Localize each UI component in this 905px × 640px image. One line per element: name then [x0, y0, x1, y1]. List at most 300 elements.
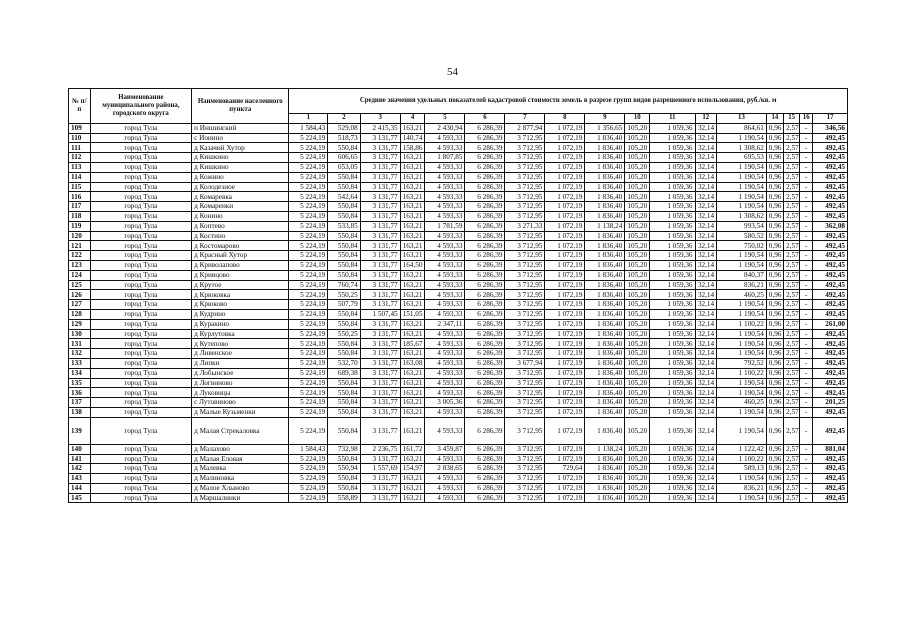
value-cell-col-1: 5 224,19 — [289, 270, 328, 280]
value-cell-col-13: 1 190,54 — [717, 309, 767, 319]
value-cell-col-16: - — [800, 378, 813, 388]
value-cell-col-6: 6 286,39 — [465, 300, 505, 310]
value-cell-col-7: 2 877,94 — [505, 123, 545, 133]
cadastral-value-table — [68, 88, 848, 503]
value-cell-col-7: 3 712,95 — [505, 280, 545, 290]
table-row — [69, 260, 848, 270]
value-cell-col-2: 550,84 — [328, 270, 360, 280]
value-cell-col-8: 1 072,19 — [545, 231, 585, 241]
value-cell-col-17: 492,45 — [813, 153, 848, 163]
district-name: город Тула — [90, 172, 192, 182]
value-cell-col-11: 1 059,36 — [650, 464, 695, 474]
value-cell-col-14: 0,96 — [766, 483, 783, 493]
district-name: город Тула — [90, 378, 192, 388]
value-cell-col-16: - — [800, 388, 813, 398]
value-cell-col-8: 1 072,19 — [545, 378, 585, 388]
value-cell-col-11: 1 059,36 — [650, 260, 695, 270]
value-cell-col-10: 105,20 — [625, 123, 650, 133]
locality-name: д Казачий Хутор — [192, 143, 289, 153]
value-cell-col-17: 881,04 — [813, 444, 848, 454]
value-cell-col-12: 32,14 — [695, 454, 717, 464]
value-cell-col-10: 105,20 — [625, 329, 650, 339]
district-name: город Тула — [90, 329, 192, 339]
value-cell-col-13: 1 190,54 — [717, 407, 767, 417]
value-cell-col-9: 1 836,40 — [585, 172, 625, 182]
value-cell-col-2: 550,84 — [328, 388, 360, 398]
value-cell-col-7: 3 712,95 — [505, 398, 545, 408]
value-cell-col-6: 6 286,39 — [465, 211, 505, 221]
value-cell-col-17: 492,45 — [813, 339, 848, 349]
value-cell-col-9: 1 836,40 — [585, 368, 625, 378]
value-cell-col-3: 2 236,75 — [360, 444, 400, 454]
value-cell-col-3: 3 131,77 — [360, 378, 400, 388]
column-number-9: 9 — [585, 114, 625, 124]
value-cell-col-9: 1 836,40 — [585, 407, 625, 417]
value-cell-col-16: - — [800, 211, 813, 221]
value-cell-col-17: 492,45 — [813, 280, 848, 290]
value-cell-col-4: 163,21 — [400, 153, 425, 163]
value-cell-col-9: 1 836,40 — [585, 211, 625, 221]
value-cell-col-9: 1 836,40 — [585, 474, 625, 484]
value-cell-col-10: 105,20 — [625, 319, 650, 329]
value-cell-col-6: 6 286,39 — [465, 407, 505, 417]
value-cell-col-14: 0,96 — [766, 329, 783, 339]
value-cell-col-6: 6 286,39 — [465, 123, 505, 133]
value-cell-col-1: 5 224,19 — [289, 349, 328, 359]
value-cell-col-2: 550,84 — [328, 417, 360, 444]
value-cell-col-7: 3 712,95 — [505, 309, 545, 319]
value-cell-col-15: 2,57 — [784, 182, 800, 192]
value-cell-col-9: 1 836,40 — [585, 358, 625, 368]
value-cell-col-3: 3 131,77 — [360, 349, 400, 359]
value-cell-col-14: 0,96 — [766, 182, 783, 192]
value-cell-col-16: - — [800, 483, 813, 493]
value-cell-col-8: 1 072,19 — [545, 493, 585, 503]
value-cell-col-7: 3 712,95 — [505, 202, 545, 212]
district-name: город Тула — [90, 358, 192, 368]
value-cell-col-11: 1 059,36 — [650, 251, 695, 261]
locality-name: д Коптево — [192, 221, 289, 231]
column-number-15: 15 — [784, 114, 800, 124]
value-cell-col-6: 6 286,39 — [465, 339, 505, 349]
district-name: город Тула — [90, 388, 192, 398]
value-cell-col-13: 1 190,54 — [717, 339, 767, 349]
header-locality: Наименование населенного пункта — [192, 89, 289, 124]
value-cell-col-7: 3 712,95 — [505, 211, 545, 221]
value-cell-col-4: 163,21 — [400, 368, 425, 378]
value-cell-col-13: 836,21 — [717, 483, 767, 493]
value-cell-col-11: 1 059,36 — [650, 280, 695, 290]
value-cell-col-4: 163,21 — [400, 270, 425, 280]
value-cell-col-8: 1 072,19 — [545, 309, 585, 319]
value-cell-col-16: - — [800, 251, 813, 261]
value-cell-col-15: 2,57 — [784, 211, 800, 221]
value-cell-col-14: 0,96 — [766, 231, 783, 241]
value-cell-col-7: 3 712,95 — [505, 251, 545, 261]
value-cell-col-15: 2,57 — [784, 358, 800, 368]
value-cell-col-10: 105,20 — [625, 368, 650, 378]
value-cell-col-11: 1 059,36 — [650, 143, 695, 153]
district-name: город Тула — [90, 231, 192, 241]
district-name: город Тула — [90, 368, 192, 378]
value-cell-col-15: 2,57 — [784, 378, 800, 388]
value-cell-col-9: 1 836,40 — [585, 143, 625, 153]
value-cell-col-13: 1 190,54 — [717, 388, 767, 398]
value-cell-col-8: 1 072,19 — [545, 407, 585, 417]
value-cell-col-9: 1 836,40 — [585, 388, 625, 398]
value-cell-col-2: 550,84 — [328, 339, 360, 349]
value-cell-col-4: 164,50 — [400, 260, 425, 270]
value-cell-col-8: 1 072,19 — [545, 417, 585, 444]
table-row — [69, 221, 848, 231]
value-cell-col-2: 689,38 — [328, 368, 360, 378]
row-number: 121 — [69, 241, 91, 251]
district-name: город Тула — [90, 339, 192, 349]
value-cell-col-11: 1 059,36 — [650, 319, 695, 329]
column-number-10: 10 — [625, 114, 650, 124]
value-cell-col-15: 2,57 — [784, 280, 800, 290]
value-cell-col-12: 32,14 — [695, 202, 717, 212]
locality-name: д Ливенское — [192, 349, 289, 359]
value-cell-col-5: 4 593,33 — [425, 368, 465, 378]
row-number: 112 — [69, 153, 91, 163]
value-cell-col-14: 0,96 — [766, 143, 783, 153]
district-name: город Тула — [90, 398, 192, 408]
locality-name: с Лутовиново — [192, 398, 289, 408]
value-cell-col-6: 6 286,39 — [465, 270, 505, 280]
value-cell-col-14: 0,96 — [766, 260, 783, 270]
value-cell-col-7: 3 712,95 — [505, 319, 545, 329]
value-cell-col-11: 1 059,36 — [650, 300, 695, 310]
locality-name: с Ионино — [192, 133, 289, 143]
row-number: 124 — [69, 270, 91, 280]
value-cell-col-9: 1 836,40 — [585, 464, 625, 474]
column-number-1: 1 — [289, 114, 328, 124]
value-cell-col-15: 2,57 — [784, 300, 800, 310]
value-cell-col-17: 492,45 — [813, 290, 848, 300]
value-cell-col-9: 1 836,40 — [585, 182, 625, 192]
table-row — [69, 368, 848, 378]
district-name: город Тула — [90, 260, 192, 270]
value-cell-col-9: 1 836,40 — [585, 483, 625, 493]
value-cell-col-5: 4 593,33 — [425, 251, 465, 261]
value-cell-col-6: 6 286,39 — [465, 280, 505, 290]
table-row — [69, 329, 848, 339]
value-cell-col-13: 1 308,62 — [717, 211, 767, 221]
value-cell-col-1: 5 224,19 — [289, 388, 328, 398]
value-cell-col-15: 2,57 — [784, 260, 800, 270]
value-cell-col-17: 492,45 — [813, 133, 848, 143]
value-cell-col-11: 1 059,36 — [650, 349, 695, 359]
table-row — [69, 444, 848, 454]
value-cell-col-1: 5 224,19 — [289, 241, 328, 251]
value-cell-col-16: - — [800, 309, 813, 319]
value-cell-col-5: 3 005,36 — [425, 398, 465, 408]
row-number: 111 — [69, 143, 91, 153]
district-name: город Тула — [90, 464, 192, 474]
value-cell-col-8: 1 072,19 — [545, 251, 585, 261]
value-cell-col-6: 6 286,39 — [465, 192, 505, 202]
value-cell-col-2: 550,25 — [328, 290, 360, 300]
value-cell-col-11: 1 059,36 — [650, 368, 695, 378]
table-row — [69, 319, 848, 329]
column-number-2: 2 — [328, 114, 360, 124]
value-cell-col-13: 589,13 — [717, 464, 767, 474]
value-cell-col-7: 3 712,95 — [505, 417, 545, 444]
value-cell-col-3: 3 131,77 — [360, 143, 400, 153]
value-cell-col-13: 750,02 — [717, 241, 767, 251]
value-cell-col-15: 2,57 — [784, 192, 800, 202]
value-cell-col-9: 1 836,40 — [585, 454, 625, 464]
value-cell-col-17: 492,45 — [813, 270, 848, 280]
table-row — [69, 349, 848, 359]
value-cell-col-3: 3 131,77 — [360, 260, 400, 270]
value-cell-col-17: 492,45 — [813, 483, 848, 493]
value-cell-col-8: 1 072,19 — [545, 162, 585, 172]
value-cell-col-12: 32,14 — [695, 398, 717, 408]
value-cell-col-14: 0,96 — [766, 192, 783, 202]
value-cell-col-1: 5 224,19 — [289, 143, 328, 153]
value-cell-col-6: 6 286,39 — [465, 309, 505, 319]
value-cell-col-13: 1 190,54 — [717, 417, 767, 444]
district-name: город Тула — [90, 153, 192, 163]
value-cell-col-4: 163,21 — [400, 454, 425, 464]
value-cell-col-1: 5 224,19 — [289, 319, 328, 329]
value-cell-col-15: 2,57 — [784, 221, 800, 231]
row-number: 119 — [69, 221, 91, 231]
value-cell-col-6: 6 286,39 — [465, 231, 505, 241]
value-cell-col-16: - — [800, 339, 813, 349]
value-cell-col-6: 6 286,39 — [465, 143, 505, 153]
value-cell-col-1: 5 224,19 — [289, 329, 328, 339]
value-cell-col-16: - — [800, 329, 813, 339]
value-cell-col-14: 0,96 — [766, 493, 783, 503]
value-cell-col-13: 1 190,54 — [717, 192, 767, 202]
value-cell-col-12: 32,14 — [695, 241, 717, 251]
value-cell-col-16: - — [800, 153, 813, 163]
value-cell-col-7: 3 712,95 — [505, 454, 545, 464]
value-cell-col-11: 1 059,36 — [650, 358, 695, 368]
value-cell-col-4: 163,21 — [400, 202, 425, 212]
value-cell-col-5: 4 593,33 — [425, 358, 465, 368]
value-cell-col-4: 163,08 — [400, 358, 425, 368]
value-cell-col-10: 105,20 — [625, 378, 650, 388]
value-cell-col-8: 1 072,19 — [545, 192, 585, 202]
value-cell-col-16: - — [800, 162, 813, 172]
value-cell-col-8: 1 072,19 — [545, 153, 585, 163]
value-cell-col-17: 492,45 — [813, 349, 848, 359]
value-cell-col-2: 550,84 — [328, 211, 360, 221]
value-cell-col-12: 32,14 — [695, 211, 717, 221]
value-cell-col-6: 6 286,39 — [465, 388, 505, 398]
value-cell-col-12: 32,14 — [695, 260, 717, 270]
value-cell-col-15: 2,57 — [784, 398, 800, 408]
locality-name: д Крутое — [192, 280, 289, 290]
value-cell-col-12: 32,14 — [695, 221, 717, 231]
locality-name: д Курлутовка — [192, 329, 289, 339]
column-number-12: 12 — [695, 114, 717, 124]
value-cell-col-12: 32,14 — [695, 464, 717, 474]
value-cell-col-9: 1 836,40 — [585, 319, 625, 329]
value-cell-col-5: 2 838,65 — [425, 464, 465, 474]
value-cell-col-6: 6 286,39 — [465, 221, 505, 231]
value-cell-col-4: 163,21 — [400, 123, 425, 133]
value-cell-col-17: 492,45 — [813, 358, 848, 368]
value-cell-col-1: 5 224,19 — [289, 260, 328, 270]
value-cell-col-3: 3 131,77 — [360, 493, 400, 503]
locality-name: д Костомарово — [192, 241, 289, 251]
value-cell-col-11: 1 059,36 — [650, 221, 695, 231]
value-cell-col-2: 653,05 — [328, 162, 360, 172]
value-cell-col-4: 163,21 — [400, 280, 425, 290]
value-cell-col-16: - — [800, 398, 813, 408]
value-cell-col-2: 606,65 — [328, 153, 360, 163]
value-cell-col-7: 3 712,95 — [505, 407, 545, 417]
value-cell-col-15: 2,57 — [784, 464, 800, 474]
district-name: город Тула — [90, 319, 192, 329]
row-number: 138 — [69, 407, 91, 417]
table-row — [69, 211, 848, 221]
value-cell-col-5: 2 430,94 — [425, 123, 465, 133]
value-cell-col-11: 1 059,36 — [650, 270, 695, 280]
value-cell-col-7: 3 712,95 — [505, 241, 545, 251]
value-cell-col-17: 492,45 — [813, 162, 848, 172]
table-row — [69, 153, 848, 163]
value-cell-col-1: 5 224,19 — [289, 290, 328, 300]
value-cell-col-4: 163,21 — [400, 388, 425, 398]
value-cell-col-11: 1 059,36 — [650, 483, 695, 493]
column-number-5: 5 — [425, 114, 465, 124]
value-cell-col-2: 550,84 — [328, 378, 360, 388]
locality-name: д Кудрино — [192, 309, 289, 319]
locality-name: д Куракино — [192, 319, 289, 329]
value-cell-col-6: 6 286,39 — [465, 182, 505, 192]
value-cell-col-8: 1 072,19 — [545, 398, 585, 408]
value-cell-col-16: - — [800, 493, 813, 503]
value-cell-col-14: 0,96 — [766, 309, 783, 319]
value-cell-col-7: 3 712,95 — [505, 270, 545, 280]
value-cell-col-4: 154,97 — [400, 464, 425, 474]
value-cell-col-5: 4 593,33 — [425, 329, 465, 339]
value-cell-col-11: 1 059,36 — [650, 339, 695, 349]
value-cell-col-9: 1 836,40 — [585, 133, 625, 143]
value-cell-col-14: 0,96 — [766, 339, 783, 349]
district-name: город Тула — [90, 474, 192, 484]
value-cell-col-9: 1 836,40 — [585, 349, 625, 359]
value-cell-col-4: 163,21 — [400, 251, 425, 261]
value-cell-col-3: 3 131,77 — [360, 417, 400, 444]
value-cell-col-5: 4 593,33 — [425, 202, 465, 212]
column-number-14: 14 — [766, 114, 783, 124]
value-cell-col-2: 550,84 — [328, 202, 360, 212]
value-cell-col-12: 32,14 — [695, 474, 717, 484]
value-cell-col-1: 5 224,19 — [289, 378, 328, 388]
locality-name: д Кривцово — [192, 270, 289, 280]
value-cell-col-13: 1 308,62 — [717, 143, 767, 153]
value-cell-col-17: 492,45 — [813, 474, 848, 484]
value-cell-col-13: 1 190,54 — [717, 329, 767, 339]
district-name: город Тула — [90, 182, 192, 192]
value-cell-col-6: 6 286,39 — [465, 153, 505, 163]
locality-name: д Криволапово — [192, 260, 289, 270]
value-cell-col-4: 151,05 — [400, 309, 425, 319]
value-cell-col-17: 362,08 — [813, 221, 848, 231]
value-cell-col-12: 32,14 — [695, 251, 717, 261]
value-cell-col-9: 1 836,40 — [585, 493, 625, 503]
value-cell-col-1: 5 224,19 — [289, 251, 328, 261]
value-cell-col-2: 507,79 — [328, 300, 360, 310]
value-cell-col-5: 4 593,33 — [425, 454, 465, 464]
value-cell-col-13: 460,25 — [717, 398, 767, 408]
value-cell-col-13: 792,52 — [717, 358, 767, 368]
value-cell-col-15: 2,57 — [784, 349, 800, 359]
value-cell-col-10: 105,20 — [625, 260, 650, 270]
value-cell-col-13: 1 100,22 — [717, 454, 767, 464]
value-cell-col-3: 3 131,77 — [360, 182, 400, 192]
value-cell-col-13: 1 190,54 — [717, 378, 767, 388]
table-row — [69, 309, 848, 319]
value-cell-col-4: 158,86 — [400, 143, 425, 153]
locality-name: д Малые Кузьменки — [192, 407, 289, 417]
value-cell-col-1: 5 224,19 — [289, 464, 328, 474]
value-cell-col-13: 840,37 — [717, 270, 767, 280]
value-cell-col-15: 2,57 — [784, 388, 800, 398]
value-cell-col-1: 5 224,19 — [289, 309, 328, 319]
value-cell-col-16: - — [800, 172, 813, 182]
table-row — [69, 192, 848, 202]
locality-name: д Комаренки — [192, 202, 289, 212]
value-cell-col-5: 4 593,33 — [425, 290, 465, 300]
value-cell-col-14: 0,96 — [766, 211, 783, 221]
value-cell-col-9: 1 836,40 — [585, 202, 625, 212]
value-cell-col-3: 3 131,77 — [360, 133, 400, 143]
locality-name: д Липки — [192, 358, 289, 368]
value-cell-col-2: 542,64 — [328, 192, 360, 202]
value-cell-col-17: 492,45 — [813, 417, 848, 444]
value-cell-col-8: 1 072,19 — [545, 143, 585, 153]
value-cell-col-12: 32,14 — [695, 309, 717, 319]
row-number: 139 — [69, 417, 91, 444]
value-cell-col-10: 105,20 — [625, 417, 650, 444]
value-cell-col-10: 105,20 — [625, 172, 650, 182]
value-cell-col-10: 105,20 — [625, 349, 650, 359]
value-cell-col-13: 1 190,54 — [717, 202, 767, 212]
value-cell-col-10: 105,20 — [625, 221, 650, 231]
value-cell-col-7: 3 712,95 — [505, 153, 545, 163]
value-cell-col-1: 5 224,19 — [289, 368, 328, 378]
locality-name: д Малая Стрекаловка — [192, 417, 289, 444]
value-cell-col-11: 1 059,36 — [650, 493, 695, 503]
value-cell-col-5: 4 593,33 — [425, 172, 465, 182]
value-cell-col-13: 695,53 — [717, 153, 767, 163]
value-cell-col-4: 163,21 — [400, 378, 425, 388]
value-cell-col-12: 32,14 — [695, 231, 717, 241]
value-cell-col-16: - — [800, 182, 813, 192]
value-cell-col-17: 492,45 — [813, 211, 848, 221]
value-cell-col-6: 6 286,39 — [465, 133, 505, 143]
value-cell-col-1: 5 224,19 — [289, 300, 328, 310]
value-cell-col-6: 6 286,39 — [465, 202, 505, 212]
value-cell-col-17: 492,45 — [813, 251, 848, 261]
row-number: 130 — [69, 329, 91, 339]
value-cell-col-1: 5 224,19 — [289, 417, 328, 444]
value-cell-col-8: 1 072,19 — [545, 319, 585, 329]
table-row — [69, 133, 848, 143]
value-cell-col-13: 1 122,42 — [717, 444, 767, 454]
value-cell-col-4: 163,21 — [400, 483, 425, 493]
value-cell-col-14: 0,96 — [766, 221, 783, 231]
locality-name: д Лобынское — [192, 368, 289, 378]
